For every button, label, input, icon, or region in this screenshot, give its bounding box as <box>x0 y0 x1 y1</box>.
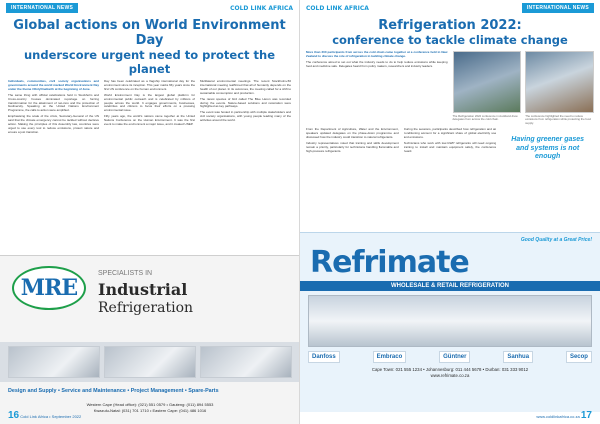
article-paragraph: World Environment Day is the largest global platform for environmental public outreach and is celebrated by millions of people across the world. It engages governments, businesses, celebrities and citizens to focus their efforts on a pressing environmental issue. <box>104 92 195 113</box>
refrimate-contact <box>300 367 600 379</box>
photo-caption: The conference highlighted the need to reduce emissions from refrigeration while protecting the food supply. <box>525 114 591 125</box>
article-paragraph: Individuals, communities, civil society organisations and governments around the world marked World Environment Day under the theme #OnlyOneEarth at the beginning of June. <box>8 80 99 91</box>
brand-badge: Danfoss <box>308 351 340 363</box>
right-article-columns <box>300 125 600 170</box>
article-paragraph: The rarest species of bird called The Blue Heron was recorded during the events. Nature-based solutions and restoration were highlighted as key pathways. <box>200 96 291 109</box>
article-paragraph: Fifty years ago, the world's nations came together at the United Nations Conference on the Human Environment. It was the first event to make the environment a major issue, and it created UNEP. <box>104 114 195 127</box>
mre-contact-line: Kwazulu-Natal: (031) 701 1710 • Eastern Cape: (041) 486 1016 <box>93 407 207 413</box>
photo-caption: The Refrigeration 2022 conference in Auckland drew delegates from across the cold chain. <box>452 114 518 122</box>
section-tag: INTERNATIONAL NEWS <box>522 3 594 13</box>
footer-text: Cold Link Africa • September 2022 <box>20 414 82 419</box>
photo-row <box>453 51 595 125</box>
section-tag: INTERNATIONAL NEWS <box>6 3 78 13</box>
article-paragraph: Industry representatives noted that training and skills development remain a priority, particularly for technicians handling flammable and high-pressure refrigerants. <box>306 140 399 153</box>
intro-column <box>306 51 448 125</box>
mre-sub-title: Refrigeration <box>98 300 194 316</box>
photo-block <box>453 51 522 125</box>
left-header <box>0 0 299 16</box>
mre-specialists-label: SPECIALISTS IN <box>98 270 153 277</box>
page-number: 17 <box>580 410 592 421</box>
article-paragraph: The conference aimed to set out what the industry needs to do to help reduce emissions while keeping food and medicine safe. Delegates heard from policy makers, researchers and industry leaders. <box>306 59 448 68</box>
mre-contact-line: Western Cape (Head office): (021) 551 0579 • Gauteng: (011) 894 5553 <box>86 402 214 407</box>
article-paragraph: More than 200 participants from across the cold chain came together at a conference held in New Zealand to discuss the role of refrigeration in tackling climate change. <box>306 51 448 58</box>
article-column-3 <box>200 80 291 137</box>
article-subhead: conference to tackle climate change <box>332 33 568 47</box>
brand-link: LINK <box>326 4 343 12</box>
article-paragraph: The same thing with official celebrations held in Stockholm and Cross-country houses dominated reportage on forcing transformation for the attainment of net-zero and the protection of biodiversity. Speaking at the United Nations Environment Programme, the calls to action were amplified. <box>8 92 99 113</box>
pull-quote: Having greener gases and systems is not enough <box>511 136 585 161</box>
article-paragraph: Technicians who work with low-GWP refrigerants will need ongoing training to install and maintain equipment safely, the conference heard. <box>403 140 497 153</box>
article-paragraph: Emphasising the scale of the crisis, Secretary-General of the UN said that the climate emergency cannot be tackled without decisive action. Making the principles of this Assembly law, countries were urged to use every tool to reduce emissions, protect nature and ensure a just transition. <box>8 114 99 134</box>
brand-link: LINK <box>250 4 267 12</box>
footer-text: www.coldlinkafrica.co.za <box>536 414 580 419</box>
brand-badge: Secop <box>566 351 592 363</box>
refrimate-strap: Good Quality at a Great Price! <box>520 237 592 243</box>
right-top-section <box>300 51 600 125</box>
right-footer <box>536 410 592 421</box>
article-paragraph: During the sessions, participants described how refrigeration and air conditioning account for a significant share of global electricity use and emissions. <box>403 128 497 140</box>
right-page <box>300 0 600 424</box>
article-subhead: underscore urgent need to protect the planet <box>23 48 276 76</box>
article-column-1 <box>306 128 399 170</box>
mre-main-title: Industrial <box>98 280 188 299</box>
article-paragraph: Multilateral environmental meetings. The recent Stockholm+50 international meeting reaffirmed that all of humanity depends on the health of our planet. In its outcomes, the meeting called for a shift to sustainable consumption and production. <box>200 80 291 95</box>
article-paragraph: Day has been celebrated as a flagship international day for the environment since its inception. This year marks fifty years since the first UN conference on the human environment. <box>104 80 195 91</box>
article-headline: Global actions on World Environment Day <box>13 18 286 48</box>
refrimate-tagline: WHOLESALE & RETAIL REFRIGERATION <box>300 281 600 291</box>
brand-suffix: AFRICA <box>344 4 369 12</box>
page-number: 16 <box>8 410 20 421</box>
brand-badge: Güntner <box>439 351 470 363</box>
mre-photo-banner <box>0 342 300 382</box>
article-paragraph: The event was hosted in partnership with multiple stakeholders and civil society organisations, with young people leading many of the activities around the world. <box>200 110 291 123</box>
article-paragraph: From the Department of Agriculture, Water and the Environment, speakers updated delegates on the phase-down programme and discussed how the industry could transition to natural refrigerants. <box>306 128 399 140</box>
article-column-2 <box>104 80 195 137</box>
article-columns <box>0 80 299 137</box>
brand-logo <box>306 5 369 12</box>
refrimate-brands <box>308 351 592 363</box>
refrimate-store-photo <box>308 295 592 347</box>
refrimate-contact-line: Cape Town: 021 555 1234 • Johannesburg: 011 444 5678 • Durban: 031 333 9012 <box>371 367 529 372</box>
brand-badge: Embraco <box>373 351 407 363</box>
brand-cold: COLD <box>230 4 249 12</box>
brand-logo <box>230 5 293 12</box>
conference-photo <box>525 51 594 113</box>
mre-services: Design and Supply • Service and Maintenance • Project Management • Spare-Parts <box>8 388 219 394</box>
mre-photo <box>200 346 292 378</box>
article-column-1 <box>8 80 99 137</box>
brand-suffix: AFRICA <box>268 4 293 12</box>
left-footer <box>8 410 81 421</box>
right-header <box>300 0 600 16</box>
mre-logo: MRE <box>12 266 86 310</box>
photo-block <box>525 51 594 125</box>
brand-badge: Sanhua <box>503 351 533 363</box>
article-column-2 <box>404 128 497 170</box>
mre-advert[interactable] <box>0 255 300 424</box>
refrimate-advert[interactable] <box>300 232 600 412</box>
mre-photo <box>8 346 100 378</box>
brand-cold: COLD <box>306 4 325 12</box>
pull-quote-column <box>501 128 594 170</box>
refrimate-logo: Refrimate <box>310 245 469 280</box>
refrimate-website-link[interactable]: www.refrimate.co.za <box>430 373 470 378</box>
conference-photo <box>453 51 522 113</box>
mre-photo <box>104 346 196 378</box>
article-headline: Refrigeration 2022: <box>378 18 522 33</box>
